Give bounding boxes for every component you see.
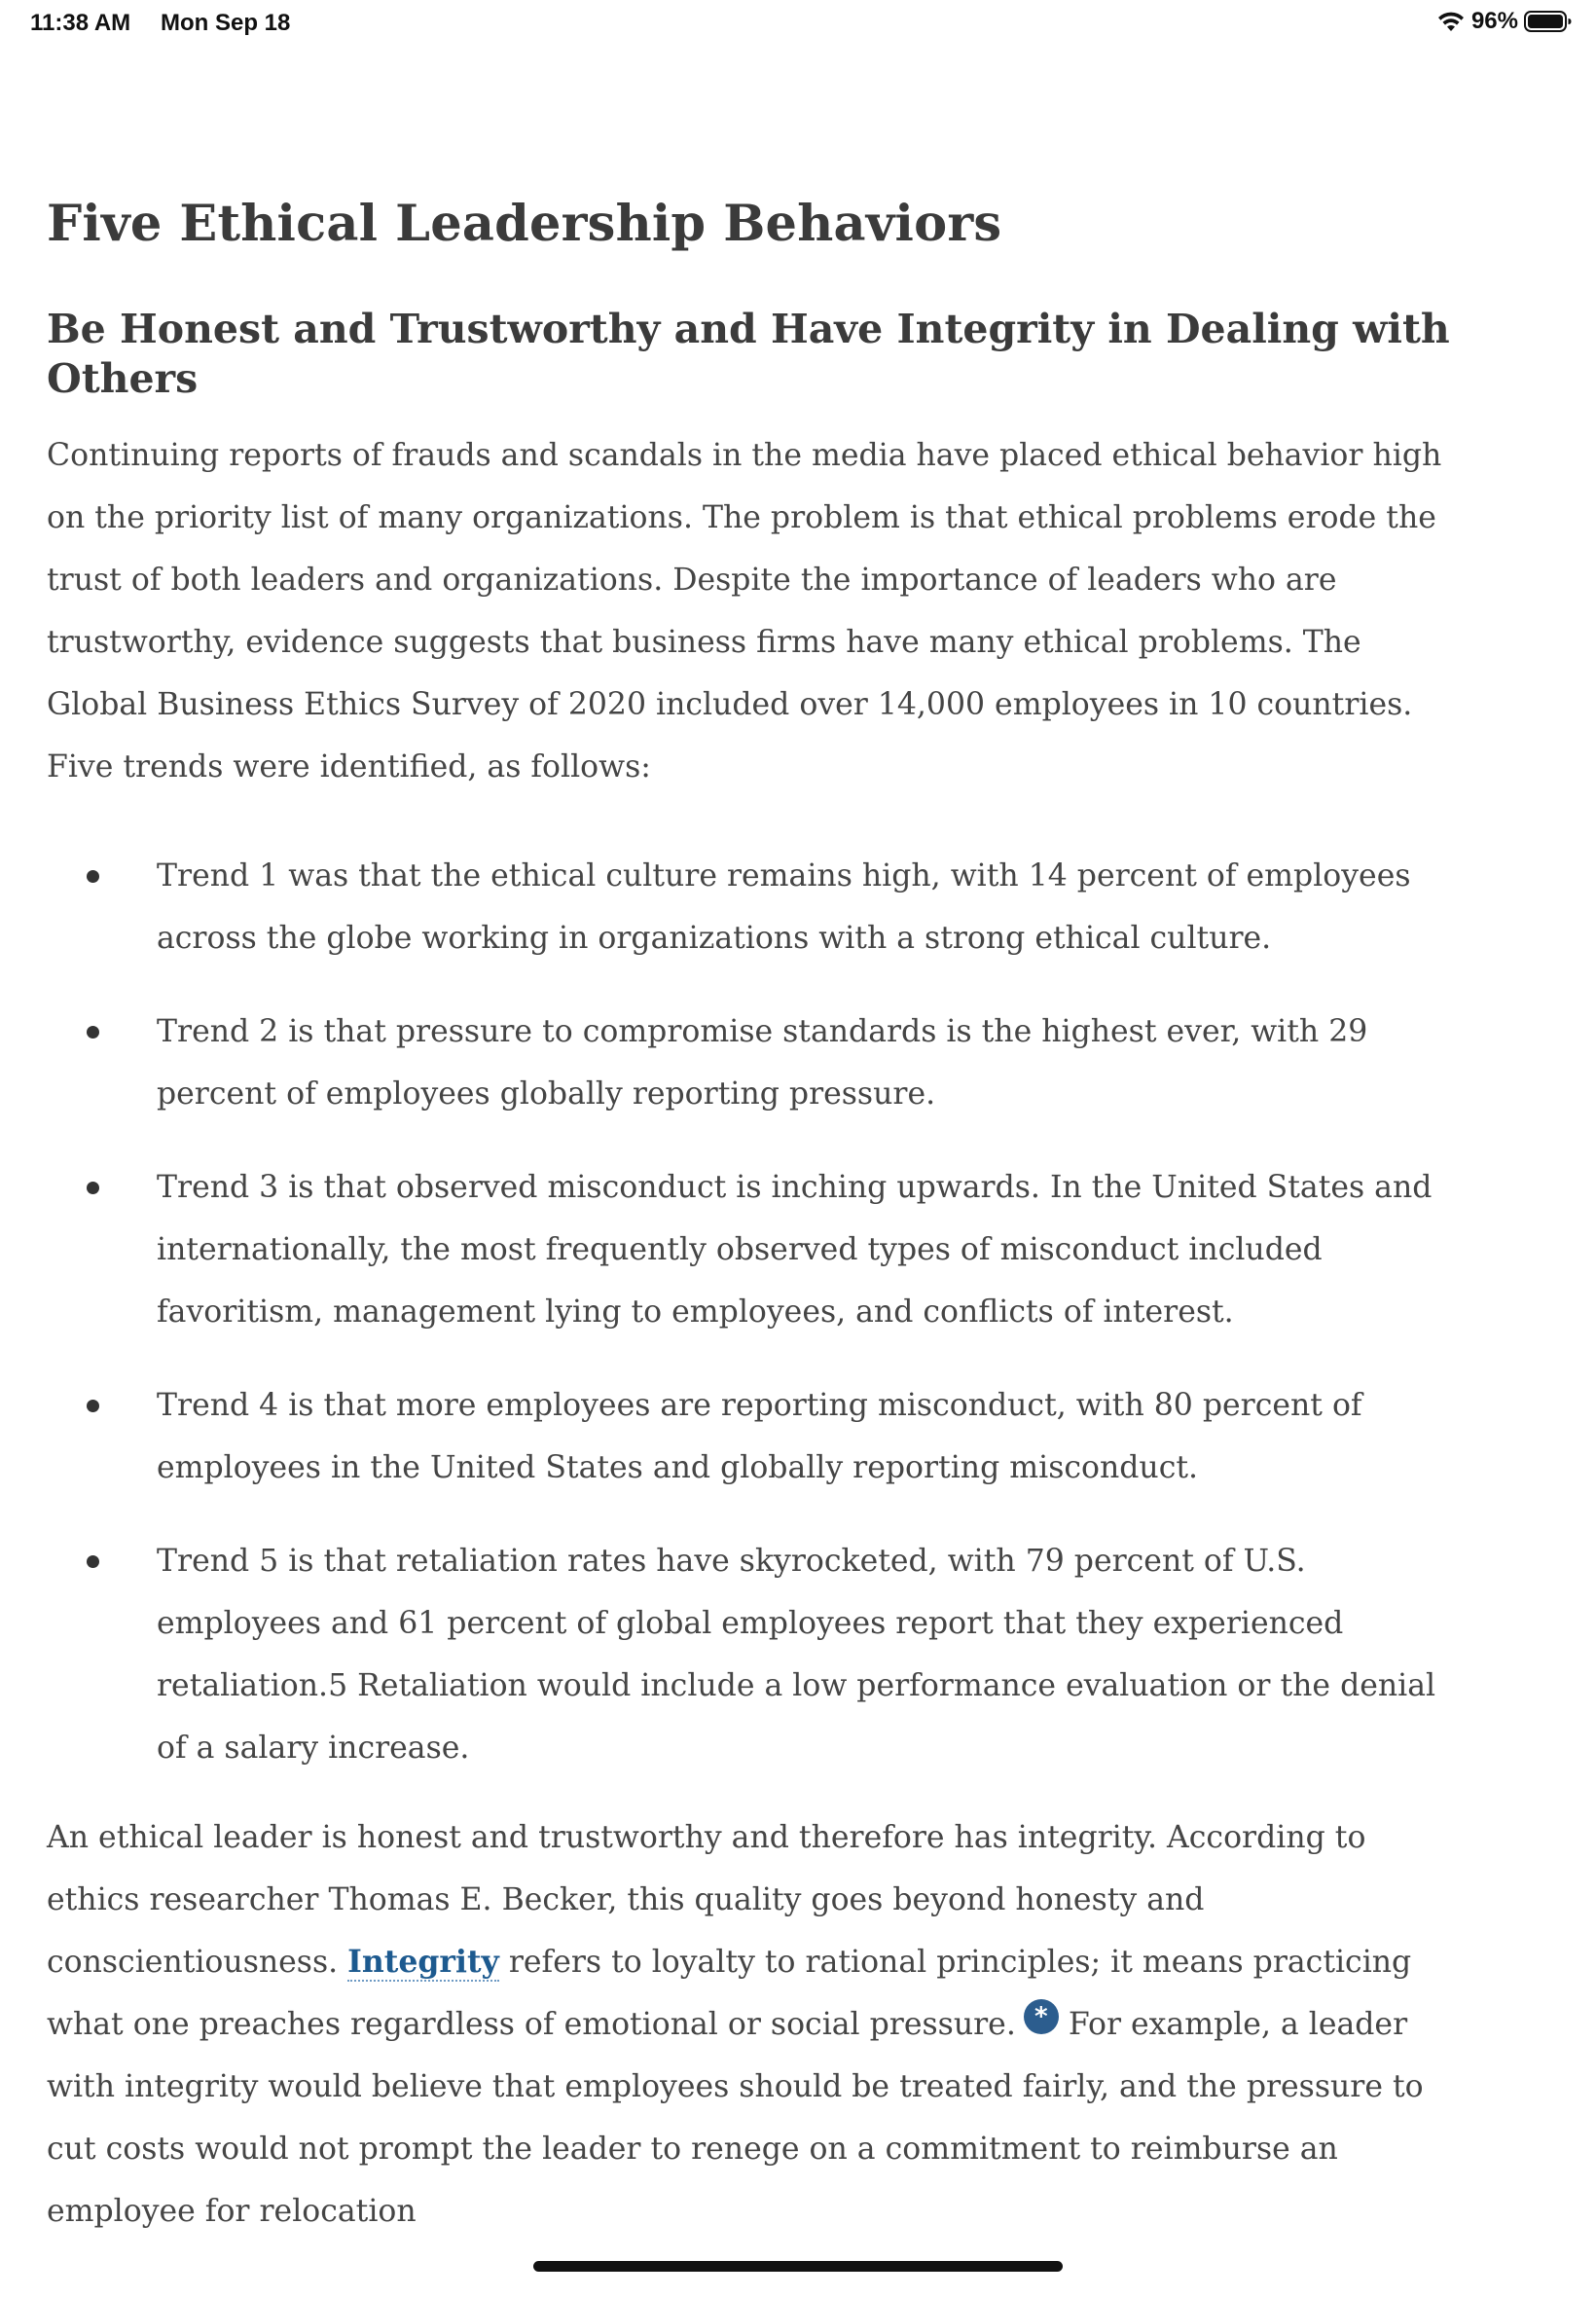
battery-percent: 96%: [1470, 8, 1518, 34]
bullet-icon: [87, 1182, 99, 1194]
list-item: [47, 1001, 1458, 1125]
trend-text: Trend 3 is that observed misconduct is inching upwards. In the United States and internationally, the most frequently observed types of misconduct included favoritism, management lying to employees, and conflicts of interest.: [157, 1169, 1433, 1330]
bullet-icon: [87, 1026, 99, 1039]
closing-text-2: refers to loyalty to rational principles; it means practicing what one preaches regardless of emotional or social pressure.: [47, 1944, 1412, 2042]
trend-text: Trend 2 is that pressure to compromise standards is the highest ever, with 29 percent of employees globally reporting pressure.: [157, 1013, 1368, 1112]
trend-text: Trend 5 is that retaliation rates have skyrocketed, with 79 percent of U.S. employees and 61 percent of global employees report that they experienced retaliation.5 Retaliation would include a low performance evaluation or the denial of a salary increase.: [157, 1543, 1436, 1766]
home-indicator[interactable]: [533, 2261, 1063, 2272]
list-item: [47, 1374, 1458, 1499]
list-item: [47, 845, 1458, 969]
closing-text-1: An ethical leader is honest and trustworthy and therefore has integrity. According to ethics researcher Thomas E. Becker, this quality goes beyond honesty and conscientiousness.: [47, 1819, 1366, 1980]
closing-paragraph: [47, 1806, 1458, 2242]
status-bar: [0, 0, 1596, 47]
wifi-icon: [1436, 10, 1466, 33]
list-item: [47, 1156, 1458, 1343]
section-title: Be Honest and Trustworthy and Have Integrity in Dealing with Others: [47, 306, 1450, 403]
asterisk-note-icon[interactable]: *: [1024, 1999, 1059, 2034]
integrity-term-link[interactable]: Integrity: [347, 1943, 499, 1980]
article-content: [47, 195, 1458, 2242]
page-title: Five Ethical Leadership Behaviors: [47, 195, 1002, 253]
trend-text: Trend 4 is that more employees are reporting misconduct, with 80 percent of employees in the United States and globally reporting misconduct.: [157, 1387, 1362, 1485]
trends-list: [47, 845, 1458, 1779]
status-date: Mon Sep 18: [161, 10, 291, 36]
status-indicators: [1436, 8, 1573, 35]
status-time: 11:38 AM: [30, 10, 131, 36]
battery-icon: [1524, 10, 1573, 33]
list-item: [47, 1530, 1458, 1779]
bullet-icon: [87, 870, 99, 883]
closing-text-3: For example, a leader with integrity would believe that employees should be treated fairly, and the pressure to cut costs would not prompt the leader to renege on a commitment to reimburse an employee for relocation: [47, 2006, 1424, 2229]
bullet-icon: [87, 1400, 99, 1412]
intro-paragraph: Continuing reports of frauds and scandals in the media have placed ethical behavior high on the priority list of many organizations. The problem is that ethical problems erode the trust of both leaders and organizations. Despite the importance of leaders who are trustworthy, evidence suggests that business firms have many ethical problems. The Global Business Ethics Survey of 2020 included over 14,000 employees in 10 countries. Five trends were identified, as follows:: [47, 437, 1442, 784]
trend-text: Trend 1 was that the ethical culture remains high, with 14 percent of employees across the globe working in organizations with a strong ethical culture.: [157, 857, 1411, 956]
bullet-icon: [87, 1555, 99, 1568]
